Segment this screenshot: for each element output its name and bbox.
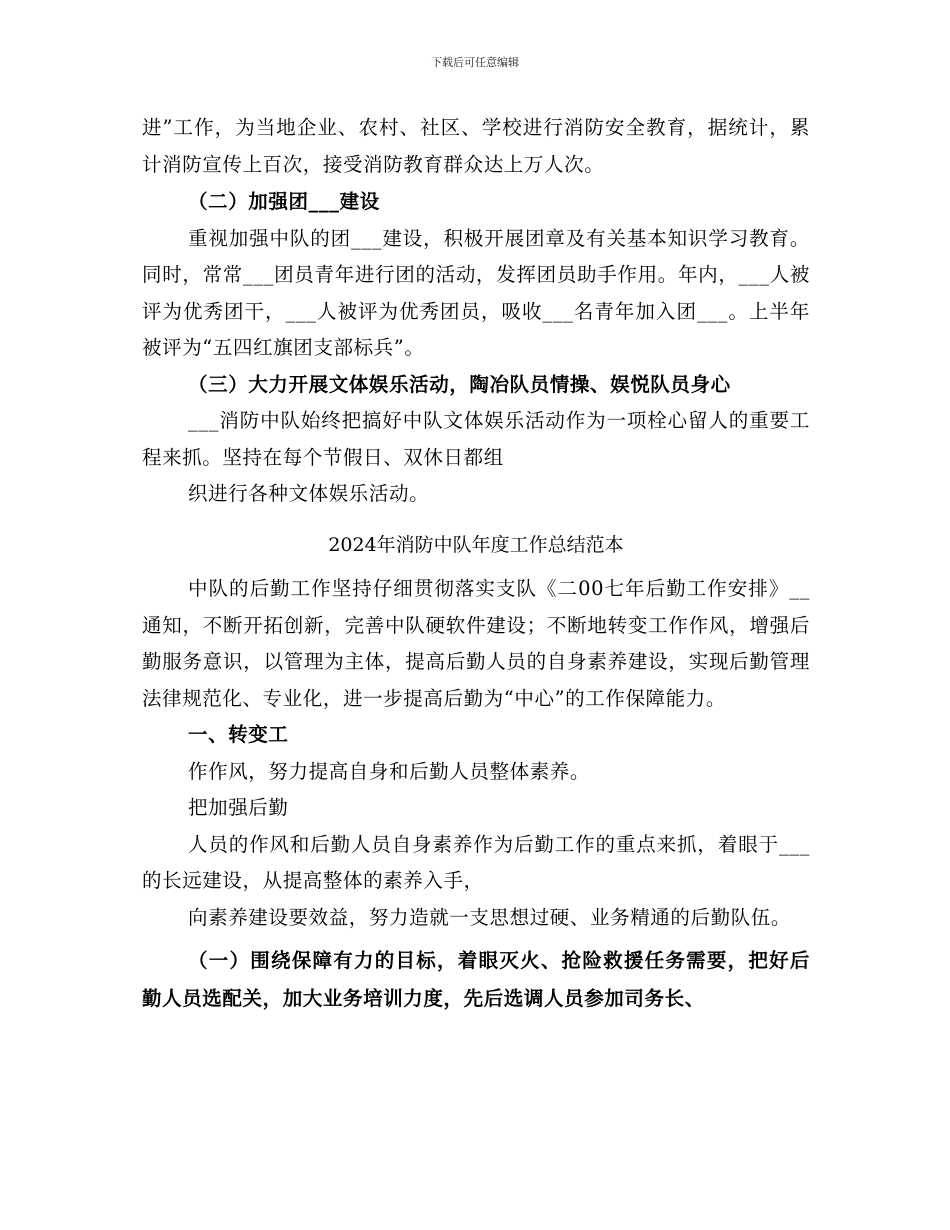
section-heading-2: （二）加强团___建设	[188, 190, 380, 213]
paragraph-8: 人员的作风和后勤人员自身素养作为后勤工作的重点来抓，着眼于___的长远建设，从提高整体的素养入手，	[142, 832, 810, 892]
paragraph-7: 把加强后勤	[188, 796, 289, 819]
section-heading-one: 一、转变工	[188, 723, 289, 746]
document-body	[142, 110, 810, 1018]
paragraph-9: 向素养建设要效益，努力造就一支思想过硬、业务精通的后勤队伍。	[188, 905, 792, 929]
paragraph-3: ___消防中队始终把搞好中队文体娱乐活动作为一项栓心留人的重要工程来抓。坚持在每个节假日、双休日都组	[142, 409, 810, 469]
section-heading-3: （三）大力开展文体娱乐活动，陶冶队员情操、娱悦队员身心	[188, 372, 731, 396]
paragraph-4: 织进行各种文体娱乐活动。	[188, 482, 430, 505]
document-title: 2024年消防中队年度工作总结范本	[328, 533, 624, 556]
paragraph-5: 中队的后勤工作坚持仔细贯彻落实支队《二00七年后勤工作安排》__通知，不断开拓创新，完善中队硬软件建设；不断地转变工作作风，增强后勤服务意识，以管理为主体，提高后勤人员的自身素养建设，实现后勤管理法律规范化、专业化，进一步提高后勤为“中心”的工作保障能力。	[142, 577, 810, 710]
paragraph-1: 进”工作，为当地企业、农村、社区、学校进行消防安全教育，据统计，累计消防宣传上百次，接受消防教育群众达上万人次。	[142, 116, 810, 176]
page-header: 下载后可任意编辑	[431, 56, 519, 69]
paragraph-2: 重视加强中队的团___建设，积极开展团章及有关基本知识学习教育。同时，常常___团员青年进行团的活动，发挥团员助手作用。年内，___人被评为优秀团干，___人被评为优秀团员，吸收___名青年加入团___。上半年被评为“五四红旗团支部标兵”。	[142, 226, 810, 359]
paragraph-6: 作作风，努力提高自身和后勤人员整体素养。	[188, 759, 591, 783]
section-heading-sub-1: （一）围绕保障有力的目标，着眼灭火、抢险救援任务需要，把好后勤人员选配关，加大业务培训力度，先后选调人员参加司务长、	[142, 949, 810, 1010]
